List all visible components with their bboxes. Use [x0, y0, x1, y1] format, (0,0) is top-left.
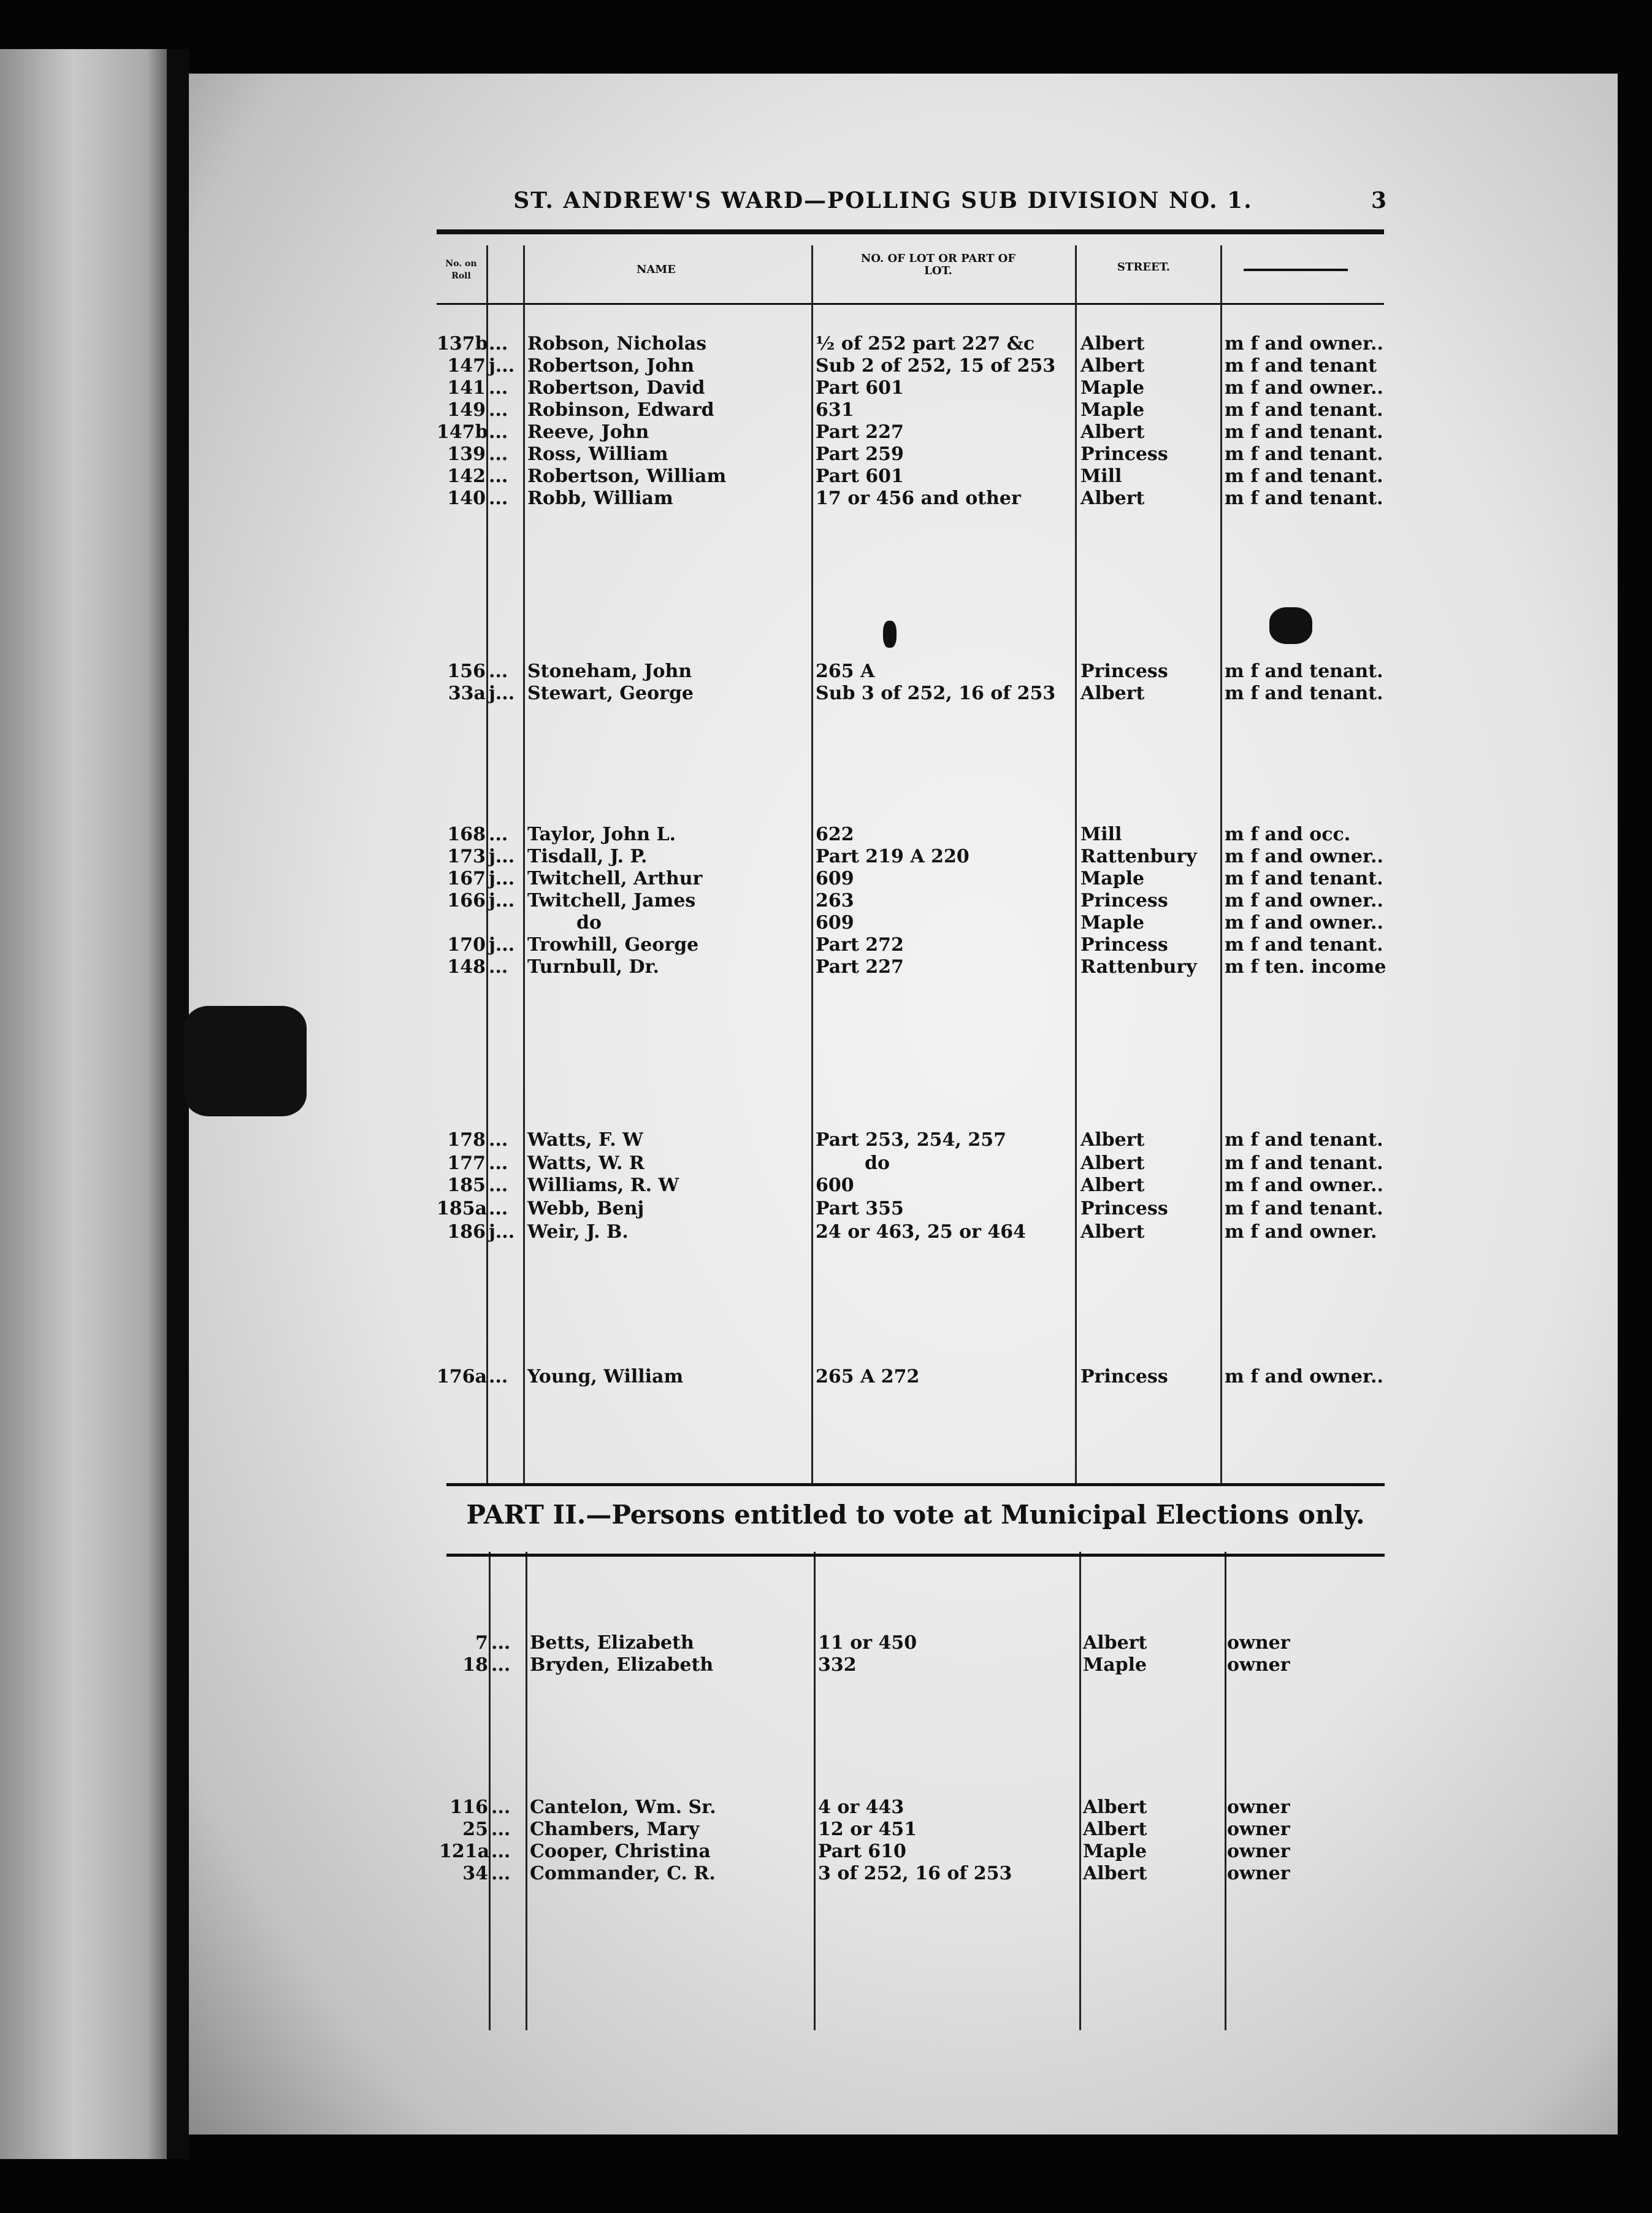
voter-name: Robson, Nicholas	[527, 333, 707, 355]
roll-number: 141	[447, 377, 486, 399]
juror-mark: ...	[489, 421, 508, 443]
table-row	[0, 889, 1652, 913]
voter-name: Watts, F. W	[527, 1129, 643, 1151]
roll-number: 156	[447, 661, 486, 682]
qualification: m f ten. income	[1225, 956, 1386, 978]
table-row	[0, 443, 1652, 466]
lot-number: do	[865, 1153, 890, 1174]
roll-number: 185a	[437, 1198, 488, 1219]
ink-blot	[1269, 607, 1312, 644]
voter-name: Bryden, Elizabeth	[530, 1654, 714, 1676]
lot-number: 265 A 272	[816, 1366, 920, 1387]
table-row	[0, 1796, 1652, 1819]
juror-mark: ...	[489, 1175, 508, 1196]
juror-mark: j...	[489, 1221, 515, 1243]
juror-mark: j...	[489, 355, 515, 377]
street-name: Princess	[1080, 934, 1168, 956]
table-row	[0, 867, 1652, 891]
voter-name: Robertson, William	[527, 466, 727, 487]
roll-number: 166	[447, 890, 486, 911]
voter-name: Cantelon, Wm. Sr.	[530, 1797, 716, 1818]
voter-name: Trowhill, George	[527, 934, 699, 956]
qualification: owner	[1227, 1797, 1290, 1818]
roll-number: 176a	[437, 1366, 488, 1387]
juror-mark: ...	[489, 1366, 508, 1387]
qualification: owner	[1227, 1841, 1290, 1862]
juror-mark: ...	[489, 399, 508, 421]
roll-number: 142	[447, 466, 486, 487]
street-name: Mill	[1080, 824, 1122, 845]
header-rule	[437, 229, 1384, 234]
voter-name: Weir, J. B.	[527, 1221, 629, 1243]
lot-number: Part 259	[816, 443, 904, 465]
column-divider	[814, 1552, 816, 2030]
lot-number: 11 or 450	[818, 1632, 917, 1654]
qualification: m f and tenant.	[1225, 399, 1383, 421]
street-name: Albert	[1080, 333, 1145, 355]
roll-number: 7	[475, 1632, 488, 1654]
lot-number: Part 610	[818, 1841, 906, 1862]
voter-name: Webb, Benj	[527, 1198, 644, 1219]
juror-mark: j...	[489, 846, 515, 867]
qualification: m f and tenant	[1225, 355, 1377, 377]
street-name: Albert	[1080, 421, 1145, 443]
col-header-qual-rule	[1244, 269, 1348, 271]
street-name: Maple	[1083, 1841, 1147, 1862]
voter-name: Reeve, John	[527, 421, 649, 443]
street-name: Maple	[1080, 912, 1145, 934]
street-name: Albert	[1083, 1797, 1147, 1818]
roll-number: 18	[462, 1654, 488, 1676]
lot-number: 24 or 463, 25 or 464	[816, 1221, 1027, 1243]
roll-number: 140	[447, 488, 486, 509]
lot-number: Sub 3 of 252, 16 of 253	[816, 683, 1056, 704]
juror-mark: j...	[489, 890, 515, 911]
table-row	[0, 1197, 1652, 1221]
roll-number: 177	[447, 1153, 486, 1174]
qualification: owner	[1227, 1632, 1290, 1654]
lot-number: 332	[818, 1654, 857, 1676]
voter-name: Robinson, Edward	[527, 399, 714, 421]
street-name: Albert	[1080, 683, 1145, 704]
voter-name: Ross, William	[527, 443, 668, 465]
lot-number: Part 253, 254, 257	[816, 1129, 1006, 1151]
roll-number: 116	[449, 1797, 488, 1818]
juror-mark: ...	[491, 1654, 511, 1676]
table-row	[0, 355, 1652, 378]
table-row	[0, 934, 1652, 957]
juror-mark: j...	[489, 934, 515, 956]
table-row	[0, 845, 1652, 869]
lot-number: 17 or 456 and other	[816, 488, 1021, 509]
table-row	[0, 1818, 1652, 1841]
table-row	[0, 1174, 1652, 1197]
roll-number: 139	[447, 443, 486, 465]
qualification: m f and tenant.	[1225, 1129, 1383, 1151]
table-row	[0, 660, 1652, 683]
table-row	[0, 1221, 1652, 1244]
roll-number: 33a	[448, 683, 486, 704]
lot-number: Part 601	[816, 377, 904, 399]
street-name: Albert	[1083, 1863, 1147, 1884]
table-row	[0, 1862, 1652, 1885]
qualification: m f and tenant.	[1225, 683, 1383, 704]
street-name: Albert	[1080, 1221, 1145, 1243]
lot-number: Sub 2 of 252, 15 of 253	[816, 355, 1056, 377]
voter-name: Betts, Elizabeth	[530, 1632, 694, 1654]
table-row	[0, 1129, 1652, 1152]
table-row	[0, 956, 1652, 979]
qualification: m f and tenant.	[1225, 1198, 1383, 1219]
street-name: Princess	[1080, 1198, 1168, 1219]
juror-mark: ...	[489, 488, 508, 509]
lot-number: Part 227	[816, 956, 904, 978]
qualification: m f and owner..	[1225, 377, 1383, 399]
juror-mark: ...	[489, 1153, 508, 1174]
roll-number: 121a	[439, 1841, 490, 1862]
qualification: m f and owner..	[1225, 333, 1383, 355]
street-name: Princess	[1080, 661, 1168, 682]
col-header-name: NAME	[636, 263, 676, 276]
street-name: Albert	[1083, 1632, 1147, 1654]
lot-number: Part 227	[816, 421, 904, 443]
juror-mark: ...	[489, 466, 508, 487]
street-name: Albert	[1080, 488, 1145, 509]
table-row	[0, 911, 1652, 935]
voter-name: Stoneham, John	[527, 661, 692, 682]
voter-name: Taylor, John L.	[527, 824, 676, 845]
street-name: Mill	[1080, 466, 1122, 487]
table-row	[0, 377, 1652, 400]
lot-number: 600	[816, 1175, 854, 1196]
qualification: m f and tenant.	[1225, 661, 1383, 682]
lot-number: 263	[816, 890, 854, 911]
roll-number: 149	[447, 399, 486, 421]
ink-blot	[883, 621, 897, 648]
qualification: m f and owner..	[1225, 1175, 1383, 1196]
lot-number: 3 of 252, 16 of 253	[818, 1863, 1012, 1884]
col-header-lot: NO. OF LOT OR PART OF LOT.	[860, 252, 1016, 277]
juror-mark: ...	[489, 443, 508, 465]
lot-number: 609	[816, 868, 854, 889]
qualification: m f and owner..	[1225, 846, 1383, 867]
table-row	[0, 487, 1652, 510]
qualification: m f and owner..	[1225, 1366, 1383, 1387]
column-header-rule	[437, 303, 1384, 305]
street-name: Princess	[1080, 443, 1168, 465]
street-name: Albert	[1080, 1153, 1145, 1174]
voter-name: Watts, W. R	[527, 1153, 644, 1174]
roll-number: 34	[462, 1863, 488, 1884]
lot-number: Part 272	[816, 934, 904, 956]
roll-number: 186	[447, 1221, 486, 1243]
juror-mark: ...	[489, 377, 508, 399]
roll-number: 167	[447, 868, 486, 889]
lot-number: ½ of 252 part 227 &c	[816, 333, 1035, 355]
qualification: owner	[1227, 1863, 1290, 1884]
street-name: Albert	[1080, 355, 1145, 377]
qualification: m f and tenant.	[1225, 443, 1383, 465]
col-header-street: STREET.	[1117, 261, 1171, 274]
lot-number: 265 A	[816, 661, 875, 682]
juror-mark: ...	[489, 1129, 508, 1151]
street-name: Albert	[1080, 1129, 1145, 1151]
ink-blot	[184, 1006, 307, 1116]
street-name: Princess	[1080, 1366, 1168, 1387]
table-row	[0, 465, 1652, 488]
lot-number: Part 355	[816, 1198, 904, 1219]
juror-mark: ...	[489, 824, 508, 845]
voter-name: Cooper, Christina	[530, 1841, 711, 1862]
qualification: owner	[1227, 1819, 1290, 1840]
street-name: Rattenbury	[1080, 956, 1197, 978]
qualification: m f and owner..	[1225, 890, 1383, 911]
voter-name: do	[576, 912, 602, 934]
voter-name: Chambers, Mary	[530, 1819, 700, 1840]
juror-mark: ...	[491, 1841, 511, 1862]
page-number: 3	[1371, 188, 1387, 213]
juror-mark: ...	[491, 1863, 511, 1884]
lot-number: 12 or 451	[818, 1819, 917, 1840]
table-row	[0, 1365, 1652, 1389]
roll-number: 170	[447, 934, 486, 956]
voter-name: Turnbull, Dr.	[527, 956, 659, 978]
street-name: Maple	[1080, 399, 1145, 421]
roll-number: 137b	[437, 333, 488, 355]
qualification: m f and tenant.	[1225, 1153, 1383, 1174]
table-row	[0, 1152, 1652, 1175]
table-row	[0, 1840, 1652, 1863]
street-name: Princess	[1080, 890, 1168, 911]
voter-name: Twitchell, James	[527, 890, 696, 911]
part2-title: PART II.—Persons entitled to vote at Municipal Elections only.	[466, 1500, 1365, 1530]
juror-mark: ...	[489, 333, 508, 355]
roll-number: 185	[447, 1175, 486, 1196]
voter-name: Robb, William	[527, 488, 673, 509]
juror-mark: ...	[489, 661, 508, 682]
voter-name: Stewart, George	[527, 683, 694, 704]
column-divider	[1225, 1552, 1226, 2030]
part2-banner	[446, 1483, 1385, 1557]
table-row	[0, 823, 1652, 846]
lot-number: 622	[816, 824, 854, 845]
roll-number: 168	[447, 824, 486, 845]
juror-mark: j...	[489, 683, 515, 704]
column-divider	[1079, 1552, 1081, 2030]
qualification: m f and tenant.	[1225, 466, 1383, 487]
voter-name: Tisdall, J. P.	[527, 846, 648, 867]
juror-mark: j...	[489, 868, 515, 889]
table-row	[0, 332, 1652, 356]
page-header: ST. ANDREW'S WARD—POLLING SUB DIVISION NO. 1.	[513, 188, 1253, 213]
roll-number: 147	[447, 355, 486, 377]
juror-mark: ...	[489, 956, 508, 978]
lot-number: 4 or 443	[818, 1797, 904, 1818]
lot-number: Part 601	[816, 466, 904, 487]
qualification: m f and occ.	[1225, 824, 1351, 845]
street-name: Maple	[1080, 868, 1145, 889]
roll-number: 178	[447, 1129, 486, 1151]
qualification: m f and tenant.	[1225, 421, 1383, 443]
voter-name: Young, William	[527, 1366, 684, 1387]
voter-name: Williams, R. W	[527, 1175, 679, 1196]
lot-number: 631	[816, 399, 854, 421]
qualification: m f and tenant.	[1225, 868, 1383, 889]
street-name: Albert	[1083, 1819, 1147, 1840]
juror-mark: ...	[489, 1198, 508, 1219]
col-header-no: No. on Roll	[445, 259, 477, 281]
voter-name: Robertson, John	[527, 355, 695, 377]
table-row	[0, 682, 1652, 705]
qualification: m f and tenant.	[1225, 488, 1383, 509]
voter-name: Robertson, David	[527, 377, 705, 399]
table-row	[0, 1632, 1652, 1655]
roll-number: 25	[462, 1819, 488, 1840]
qualification: owner	[1227, 1654, 1290, 1676]
voter-name: Twitchell, Arthur	[527, 868, 703, 889]
lot-number: Part 219 A 220	[816, 846, 969, 867]
qualification: m f and tenant.	[1225, 934, 1383, 956]
roll-number: 148	[447, 956, 486, 978]
juror-mark: ...	[491, 1797, 511, 1818]
juror-mark: ...	[491, 1632, 511, 1654]
roll-number: 147b	[437, 421, 488, 443]
street-name: Maple	[1080, 377, 1145, 399]
column-divider	[489, 1552, 491, 2030]
street-name: Maple	[1083, 1654, 1147, 1676]
qualification: m f and owner..	[1225, 912, 1383, 934]
lot-number: 609	[816, 912, 854, 934]
table-row	[0, 421, 1652, 444]
street-name: Rattenbury	[1080, 846, 1197, 867]
street-name: Albert	[1080, 1175, 1145, 1196]
qualification: m f and owner.	[1225, 1221, 1377, 1243]
voter-name: Commander, C. R.	[530, 1863, 716, 1884]
table-row	[0, 399, 1652, 422]
roll-number: 173	[447, 846, 486, 867]
table-row	[0, 1654, 1652, 1677]
column-divider	[526, 1552, 527, 2030]
juror-mark: ...	[491, 1819, 511, 1840]
